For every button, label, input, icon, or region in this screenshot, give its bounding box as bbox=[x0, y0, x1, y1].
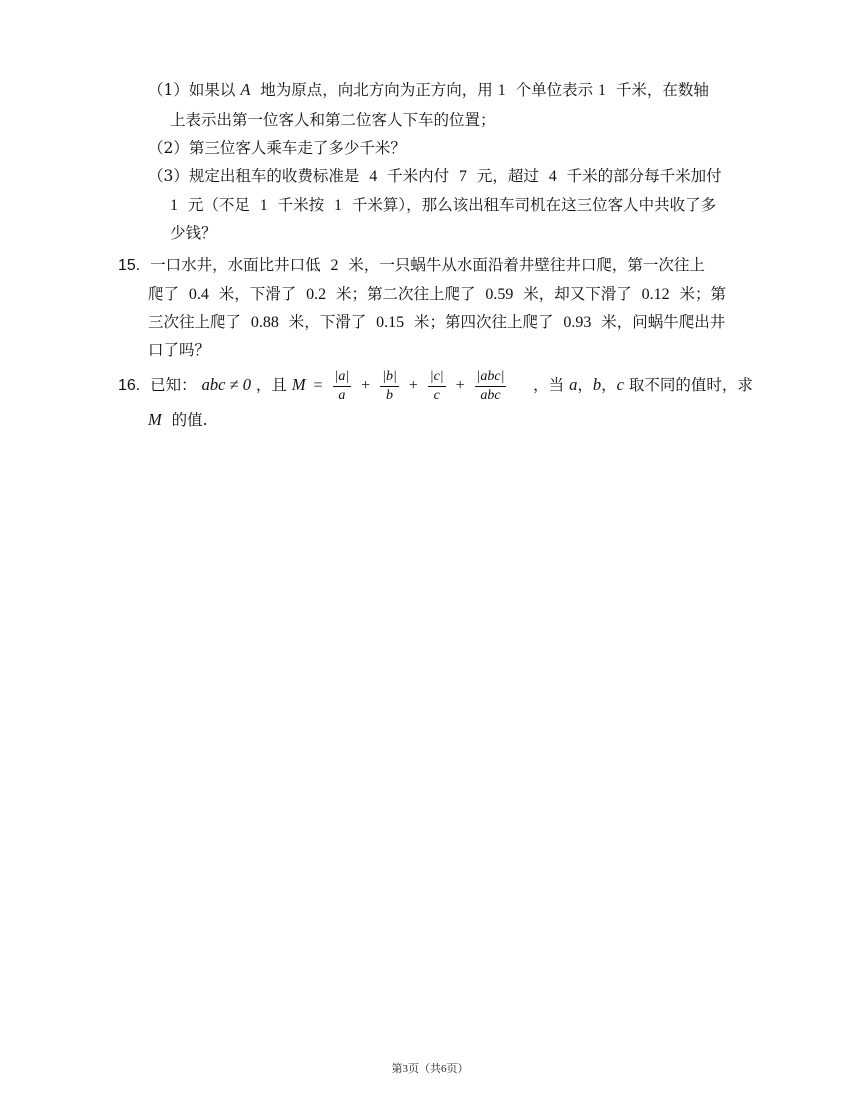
question-15-line-2: 爬了 0.4 米，下滑了 0.2 米；第二次往上爬了 0.59 米，却又下滑了 0.12 米；第 bbox=[148, 285, 726, 303]
question-15-line-1: 15. 一口水井，水面比井口低 2 米，一只蜗牛从水面沿着井壁往井口爬，第一次往上 bbox=[118, 256, 705, 274]
question-15-line-3: 三次往上爬了 0.88 米，下滑了 0.15 米；第四次往上爬了 0.93 米，问蜗牛爬出井 bbox=[148, 313, 726, 331]
sub-question-3-line-2: 1 元（不足 1 千米按 1 千米算），那么该出租车司机在这三位客人中共收了多 bbox=[170, 196, 717, 214]
question-number-16: 16. bbox=[118, 377, 141, 394]
question-15-line-4: 口了吗？ bbox=[148, 341, 211, 359]
question-16-line-2: M 的值. bbox=[148, 410, 208, 429]
condition-formula: abc ≠ 0 bbox=[201, 375, 251, 394]
question-16-line-1: 16. 已知： abc ≠ 0 ，且 M = $\frac{|a|}{a}$ + $\frac{|b|}{b}$ + $\frac{|c|}{c}$ + $\frac{\text{|abc|}}{\text{abc}}$ ，当 a，b，c 取不同的值时，求 bbox=[118, 368, 753, 403]
fraction-abs-a-over-a: $\frac{|a|}{a}$ bbox=[334, 368, 350, 403]
fraction-abs-abc-over-abc: $\frac{\text{|abc|}}{\text{abc}}$ bbox=[476, 368, 505, 403]
sub-question-1-line-1: （1）如果以 A 地为原点，向北方向为正方向，用 1 个单位表示 1 千米，在数轴 bbox=[148, 80, 709, 99]
sub-question-3-line-1: （3）规定出租车的收费标准是 4 千米内付 7 元，超过 4 千米的部分每千米加付 bbox=[148, 167, 722, 185]
sub-question-3-line-3: 少钱？ bbox=[170, 224, 217, 242]
fraction-abs-b-over-b: $\frac{|b|}{b}$ bbox=[382, 368, 397, 403]
fraction-abs-c-over-c: $\frac{|c|}{c}$ bbox=[429, 368, 444, 403]
page-footer: 第3页（共6页） bbox=[391, 1063, 469, 1075]
variable-a: A bbox=[240, 80, 251, 99]
question-number-15: 15. bbox=[118, 257, 141, 274]
sub-question-2: （2）第三位客人乘车走了多少千米？ bbox=[148, 139, 406, 157]
sub-question-1-line-2: 上表示出第一位客人和第二位客人下车的位置； bbox=[170, 111, 496, 129]
